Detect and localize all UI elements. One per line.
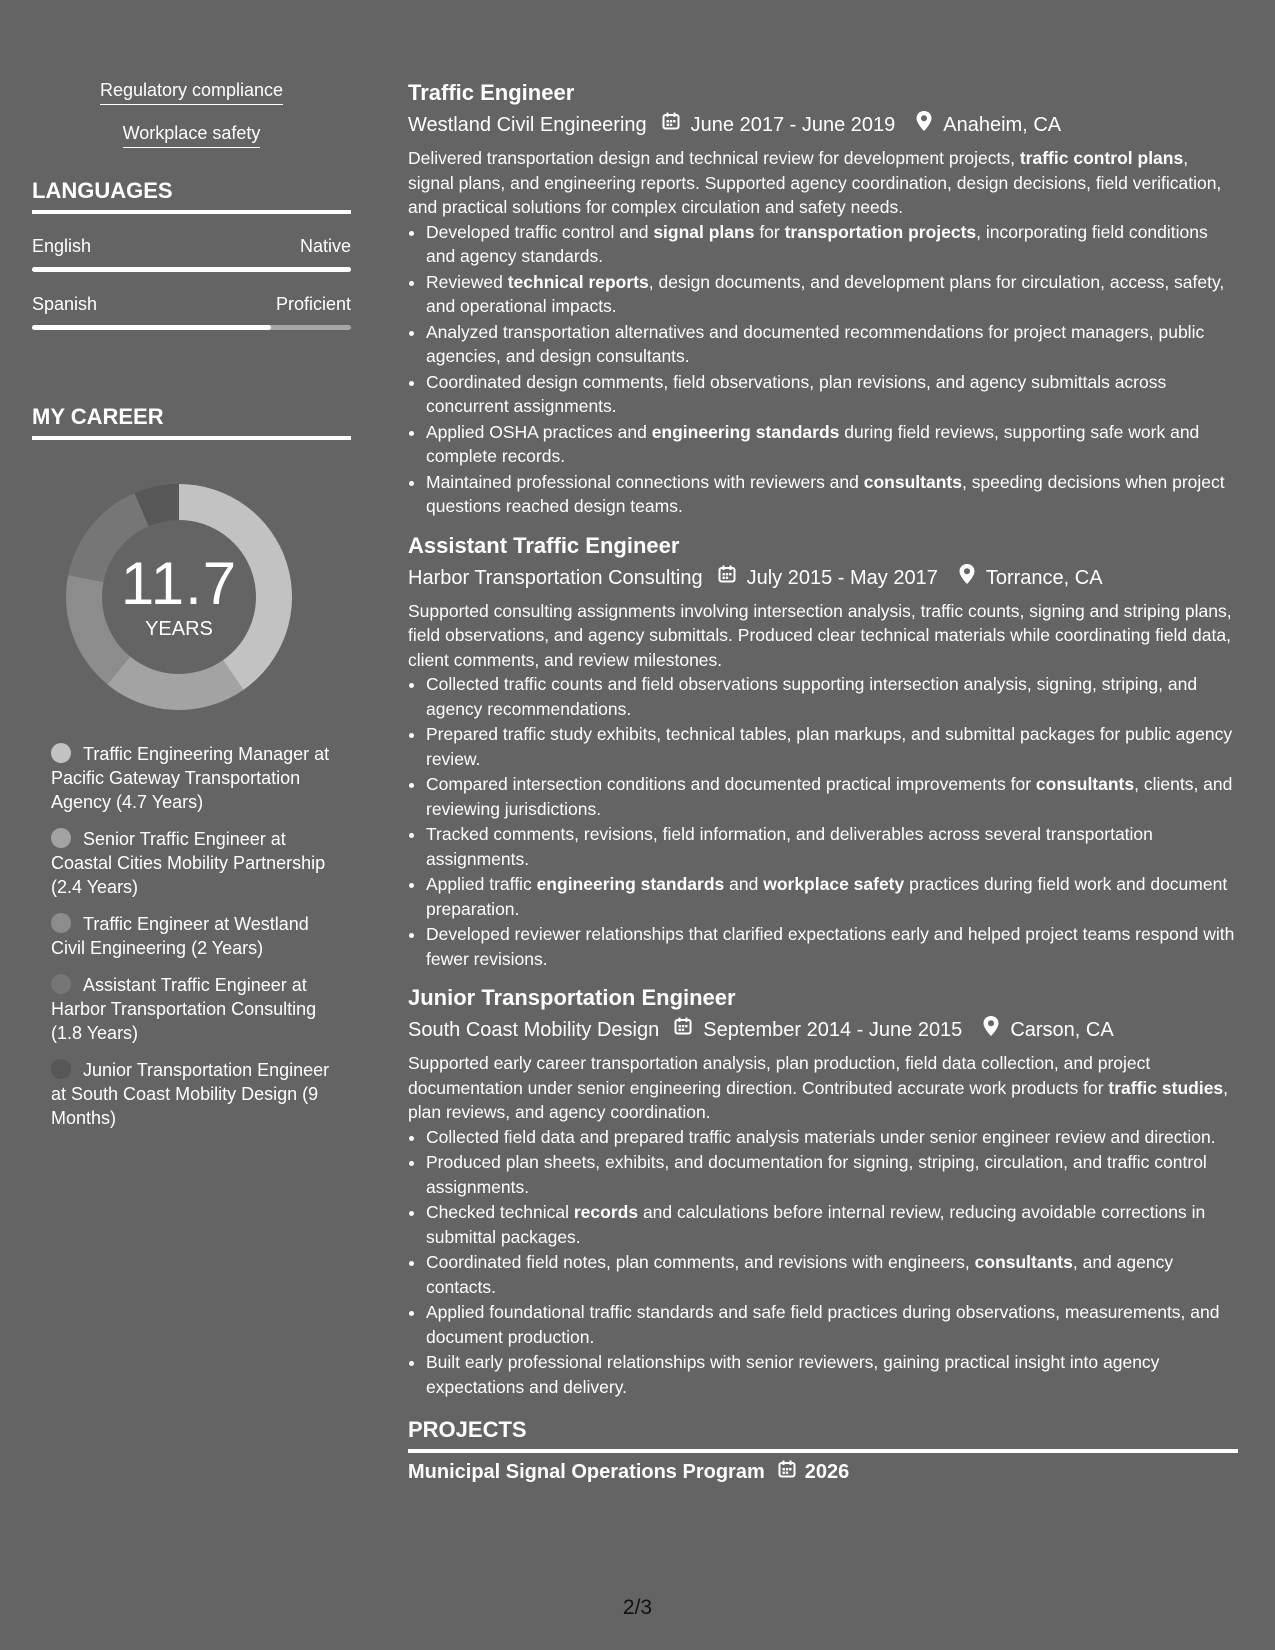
job-description: Supported consulting assignments involving intersection analysis, traffic counts, signing and striping plans, field observations, and agency submittals. Produced clear technical materials while coordinating field data, client comments, and review milestones. — [408, 600, 1232, 670]
sidebar — [32, 80, 351, 1143]
job-description: Supported early career transportation analysis, plan production, field data collection, and project documentation under senior engineering direction. Contributed accurate work products for traffic studies, plan reviews, and agency coordination. — [408, 1053, 1229, 1122]
career-legend-item — [51, 973, 331, 1045]
language-name: Spanish — [32, 294, 98, 314]
job-bullet: • Applied traffic engineering standards and workplace safety practices during field work and document preparation. — [426, 872, 1238, 921]
job-entry — [408, 78, 1238, 519]
career-legend-item — [51, 827, 331, 899]
calendar-icon — [661, 111, 681, 131]
location-pin-icon — [915, 110, 933, 140]
project-name: Municipal Signal Operations Program — [408, 1460, 765, 1483]
language-level: Proficient — [275, 294, 351, 314]
job-bullet-list — [408, 220, 1238, 519]
calendar-icon — [673, 1016, 693, 1044]
projects-heading: PROJECTS — [408, 1417, 1238, 1453]
language-proficiency-bar — [32, 325, 351, 330]
career-legend-item — [51, 1058, 331, 1130]
legend-dot — [51, 974, 71, 994]
donut-center — [64, 482, 294, 712]
legend-dot — [51, 913, 71, 933]
legend-dot — [51, 1059, 71, 1079]
job-bullet: • Developed traffic control and signal plans for transportation projects, incorporating field conditions and agency standards. — [426, 220, 1238, 269]
job-entry — [408, 983, 1238, 1399]
job-bullet: • Checked technical records and calculations before internal review, reducing avoidable corrections in submittal packages. — [426, 1200, 1238, 1249]
location-pin-icon — [958, 563, 976, 593]
location-pin-icon — [958, 563, 976, 585]
job-bullet: • Built early professional relationships with senior reviewers, gaining practical insight into agency expectations and delivery. — [426, 1350, 1238, 1399]
main-content — [408, 78, 1238, 1485]
job-bullet: • Applied OSHA practices and engineering standards during field reviews, supporting safe work and complete records. — [426, 420, 1238, 469]
job-bullet-list — [408, 672, 1238, 971]
career-donut-chart — [64, 482, 294, 712]
page-number: 2/3 — [622, 1596, 653, 1619]
skill-label: Workplace safety — [123, 123, 261, 148]
career-heading: MY CAREER — [32, 404, 351, 440]
legend-dot — [51, 743, 71, 763]
career-legend-text: Traffic Engineer at Westland Civil Engineering (2 Years) — [51, 914, 309, 958]
project-date: 2026 — [804, 1460, 850, 1483]
job-bullet: • Analyzed transportation alternatives and documented recommendations for project managers, public agencies, and design consultants. — [426, 320, 1238, 369]
language-row — [32, 294, 351, 315]
job-dates: June 2017 - June 2019 — [690, 114, 896, 136]
skill-tag — [32, 123, 351, 148]
career-legend-item — [51, 742, 331, 814]
skill-label: Regulatory compliance — [100, 80, 283, 105]
language-proficiency-fill — [32, 325, 271, 330]
calendar-icon — [673, 1016, 693, 1036]
job-location: Anaheim, CA — [943, 114, 1062, 136]
calendar-icon — [717, 564, 737, 584]
job-meta — [408, 110, 1238, 140]
language-level: Native — [299, 236, 351, 256]
job-meta — [408, 1015, 1238, 1045]
career-total-unit: YEARS — [145, 618, 213, 640]
job-company: South Coast Mobility Design — [408, 1019, 660, 1041]
job-dates: July 2015 - May 2017 — [746, 566, 938, 589]
job-bullet: • Applied foundational traffic standards and safe field practices during observations, measurements, and document production. — [426, 1300, 1238, 1349]
job-meta — [408, 563, 1238, 593]
job-location: Carson, CA — [1010, 1019, 1114, 1041]
language-proficiency-bar — [32, 267, 351, 272]
job-bullet: • Coordinated field notes, plan comments, and revisions with engineers, consultants, and agency contacts. — [426, 1250, 1238, 1299]
language-row — [32, 236, 351, 257]
job-bullet: • Reviewed technical reports, design documents, and development plans for circulation, access, safety, and operational impacts. — [426, 270, 1238, 319]
language-name: English — [32, 236, 92, 256]
calendar-icon — [661, 111, 681, 139]
legend-dot — [51, 828, 71, 848]
job-bullet: • Collected field data and prepared traffic analysis materials under senior engineer review and direction. — [426, 1125, 1238, 1150]
career-legend-text: Junior Transportation Engineer at South Coast Mobility Design (9 Months) — [51, 1060, 330, 1128]
job-description: Delivered transportation design and technical review for development projects, traffic control plans, signal plans, and engineering reports. Supported agency coordination, design decisions, field verification, and practical solutions for complex circulation and safety needs. — [408, 148, 1222, 217]
project-entry — [408, 1459, 1238, 1485]
career-legend — [32, 742, 351, 1130]
calendar-icon — [777, 1459, 797, 1485]
job-bullet: • Collected traffic counts and field observations supporting intersection analysis, signing, striping, and agency recommendations. — [426, 672, 1238, 721]
projects-list — [408, 1459, 1238, 1485]
languages-list — [32, 236, 351, 330]
job-title: Junior Transportation Engineer — [408, 985, 736, 1010]
calendar-icon — [717, 564, 737, 592]
location-pin-icon — [915, 110, 933, 132]
job-company: Harbor Transportation Consulting — [408, 566, 703, 589]
job-bullet: • Tracked comments, revisions, field information, and deliverables across several transportation assignments. — [426, 822, 1238, 871]
job-bullet: • Compared intersection conditions and documented practical improvements for consultants, clients, and reviewing jurisdictions. — [426, 772, 1238, 821]
experience-section — [408, 78, 1238, 1399]
job-title: Assistant Traffic Engineer — [408, 532, 680, 558]
career-legend-text: Traffic Engineering Manager at Pacific Gateway Transportation Agency (4.7 Years) — [51, 744, 330, 812]
career-legend-text: Assistant Traffic Engineer at Harbor Transportation Consulting (1.8 Years) — [51, 975, 317, 1043]
job-bullet: • Developed reviewer relationships that clarified expectations early and helped project teams respond with fewer revisions. — [426, 922, 1238, 971]
skills-list — [32, 80, 351, 148]
career-legend-item — [51, 912, 331, 960]
job-title: Traffic Engineer — [408, 80, 575, 105]
job-bullet: • Maintained professional connections with reviewers and consultants, speeding decisions when project questions reached design teams. — [426, 470, 1238, 519]
languages-heading: LANGUAGES — [32, 178, 351, 214]
career-total-years: 11.7 — [120, 550, 238, 617]
career-legend-text: Senior Traffic Engineer at Coastal Cities Mobility Partnership (2.4 Years) — [51, 829, 326, 897]
job-entry — [408, 531, 1238, 972]
job-bullet: • Prepared traffic study exhibits, technical tables, plan markups, and submittal packages for public agency review. — [426, 722, 1238, 771]
calendar-icon — [777, 1459, 797, 1479]
job-bullet-list — [408, 1125, 1238, 1400]
skill-tag — [32, 80, 351, 105]
location-pin-icon — [982, 1015, 1000, 1037]
job-bullet: • Produced plan sheets, exhibits, and documentation for signing, striping, circulation, and traffic control assignments. — [426, 1150, 1238, 1199]
language-proficiency-fill — [32, 267, 351, 272]
job-location: Torrance, CA — [985, 566, 1103, 589]
location-pin-icon — [982, 1015, 1000, 1045]
job-bullet: • Coordinated design comments, field observations, plan revisions, and agency submittals across concurrent assignments. — [426, 370, 1238, 419]
job-dates: September 2014 - June 2015 — [703, 1019, 963, 1041]
job-company: Westland Civil Engineering — [408, 114, 647, 136]
